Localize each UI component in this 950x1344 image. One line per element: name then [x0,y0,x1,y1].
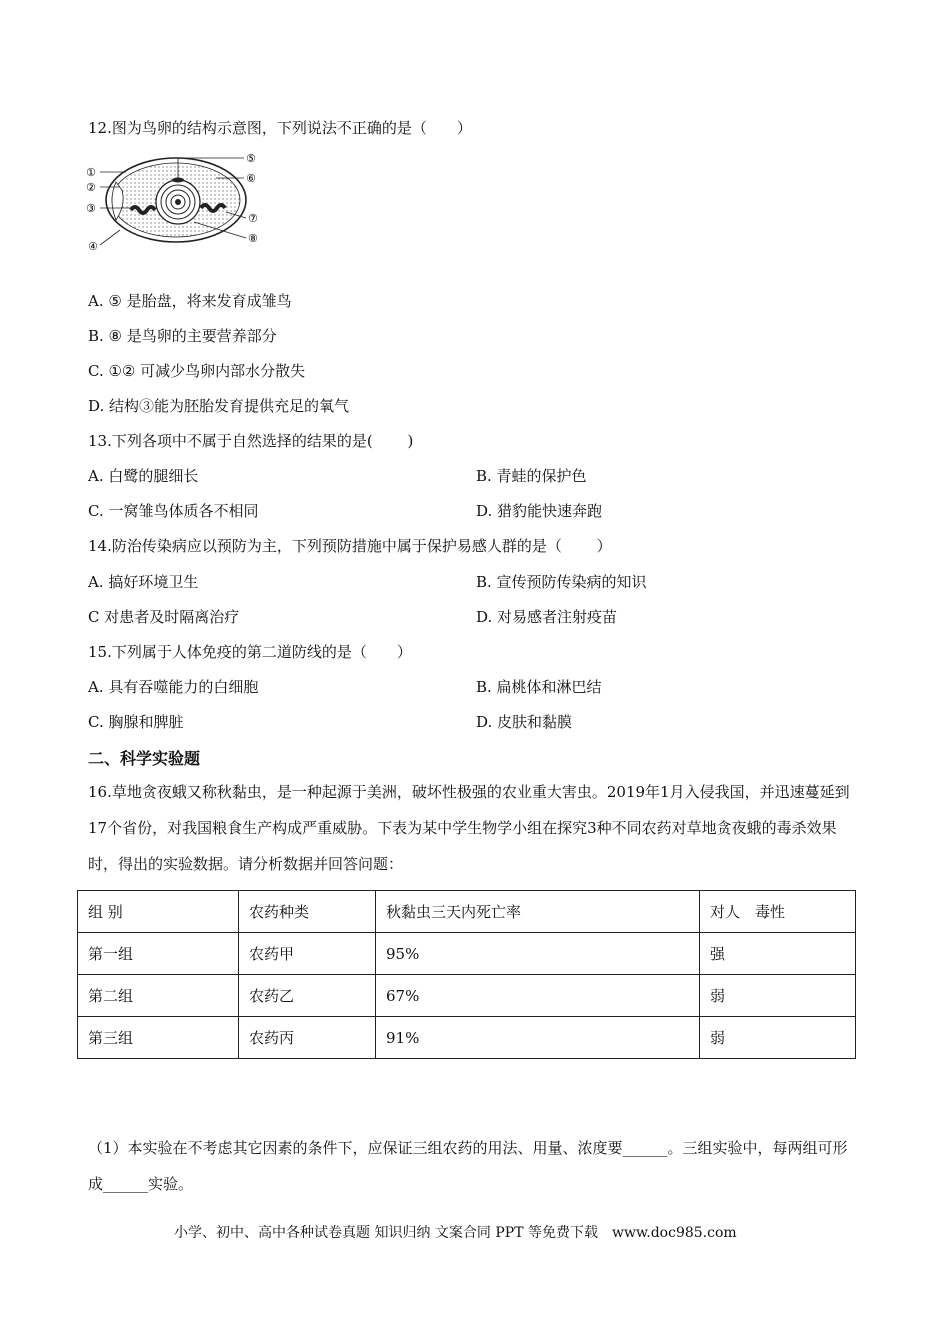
q13-option-d[interactable]: D. 猎豹能快速奔跑 [476,502,603,520]
q13-option-a[interactable]: A. 白鹭的腿细长 [88,467,199,485]
table-header-row [78,891,856,933]
table-header-cell: 农药种类 [239,891,376,933]
q16-intro: 16.草地贪夜蛾又称秋黏虫，是一种起源于美洲，破坏性极强的农业重大害虫。2019年1月入侵我国，并迅速蔓延到17个省份，对我国粮食生产构成严重威胁。下表为某中学生物学小组在探究3种不同农药对草地贪夜蛾的毒杀效果时，得出的实验数据。请分析数据并回答问题： [88,783,850,873]
table-row [78,1017,856,1059]
q12-stem: 12.图为鸟卵的结构示意图，下列说法不正确的是（ ） [88,119,472,137]
table-header-cell: 秋黏虫三天内死亡率 [376,891,700,933]
table-cell: 弱 [700,1017,856,1059]
table-header-cell: 组 别 [78,891,239,933]
q15-option-a[interactable]: A. 具有吞噬能力的白细胞 [88,678,259,696]
table-cell: 第二组 [78,975,239,1017]
egg-label-6: ⑥ [246,172,256,185]
table-cell: 91% [376,1017,700,1059]
q12-option-a[interactable]: A. ⑤ 是胎盘，将来发育成雏鸟 [88,292,292,310]
q13-option-c[interactable]: C. 一窝雏鸟体质各不相同 [88,502,259,520]
table-cell: 95% [376,933,700,975]
q14-option-c[interactable]: C 对患者及时隔离治疗 [88,608,240,626]
bird-egg-figure [86,150,266,254]
egg-label-1: ① [86,166,96,179]
section-title: 二、科学实验题 [88,749,201,768]
footer-text: 小学、初中、高中各种试卷真题 知识归纳 文案合同 PPT 等免费下载 www.doc985.com [174,1225,737,1241]
egg-label-2: ② [86,181,96,194]
egg-label-3: ③ [86,202,96,215]
table-cell: 农药乙 [239,975,376,1017]
table-cell: 第一组 [78,933,239,975]
q13-option-b[interactable]: B. 青蛙的保护色 [476,467,587,485]
table-cell: 67% [376,975,700,1017]
q15-option-d[interactable]: D. 皮肤和黏膜 [476,713,573,731]
table-row [78,975,856,1017]
bird-egg-diagram [86,150,266,254]
table-cell: 农药甲 [239,933,376,975]
q15-option-c[interactable]: C. 胸腺和脾脏 [88,713,184,731]
egg-label-4: ④ [88,240,98,253]
q12-option-c[interactable]: C. ①② 可减少鸟卵内部水分散失 [88,362,306,380]
q13-stem: 13.下列各项中不属于自然选择的结果的是( ) [88,432,414,450]
egg-label-5: ⑤ [246,152,256,165]
table-cell: 第三组 [78,1017,239,1059]
table-cell: 农药丙 [239,1017,376,1059]
table-header-cell: 对人 毒性 [700,891,856,933]
table-row [78,933,856,975]
table-cell: 弱 [700,975,856,1017]
q14-option-a[interactable]: A. 搞好环境卫生 [88,573,199,591]
pesticide-table [77,890,856,1059]
q12-option-d[interactable]: D. 结构③能为胚胎发育提供充足的氧气 [88,397,350,415]
egg-label-8: ⑧ [248,232,258,245]
table-cell: 强 [700,933,856,975]
q15-option-b[interactable]: B. 扁桃体和淋巴结 [476,678,602,696]
q12-option-b[interactable]: B. ⑧ 是鸟卵的主要营养部分 [88,327,277,345]
q14-option-d[interactable]: D. 对易感者注射疫苗 [476,608,618,626]
q16-sub1: （1）本实验在不考虑其它因素的条件下，应保证三组农药的用法、用量、浓度要______。三组实验中，每两组可形成______实验。 [88,1139,848,1193]
q14-option-b[interactable]: B. 宣传预防传染病的知识 [476,573,647,591]
q15-stem: 15.下列属于人体免疫的第二道防线的是（ ） [88,643,412,661]
q14-stem: 14.防治传染病应以预防为主，下列预防措施中属于保护易感人群的是（ ） [88,537,612,555]
egg-label-7: ⑦ [248,212,258,225]
